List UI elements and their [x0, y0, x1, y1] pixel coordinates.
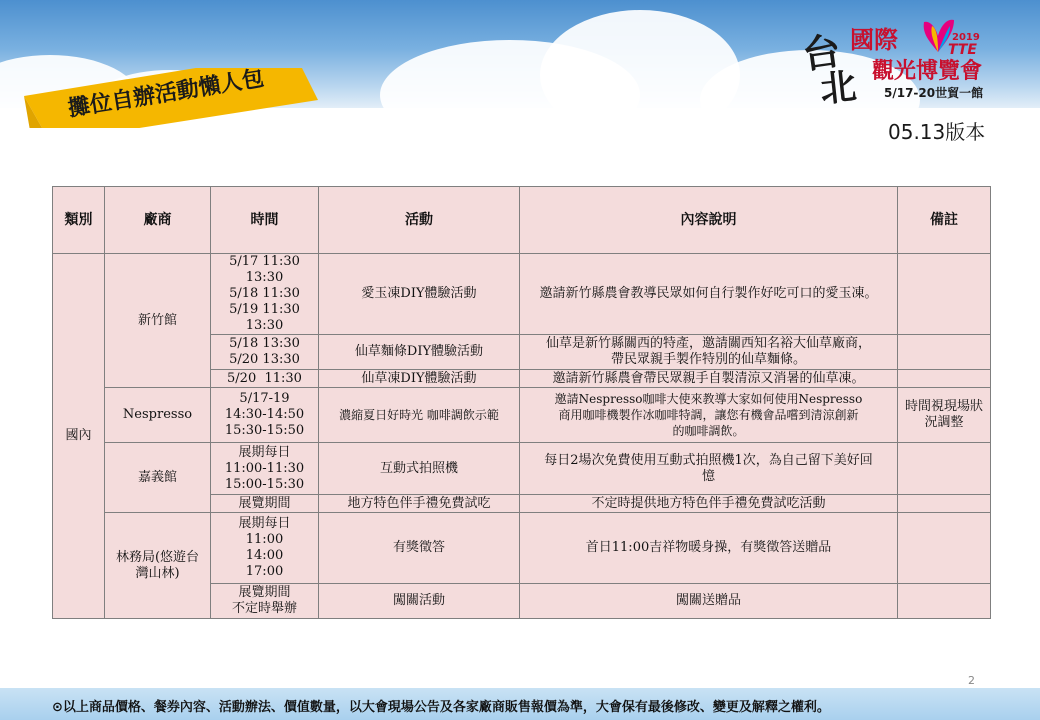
header-activity: 活動 [319, 187, 520, 254]
activity-cell: 濃縮夏日好時光 咖啡調飲示範 [319, 388, 520, 443]
remark-cell-empty [898, 254, 991, 335]
header-description: 內容說明 [520, 187, 898, 254]
header-vendor: 廠商 [105, 187, 211, 254]
time-cell: 5/20 11:30 [211, 370, 319, 388]
table-row [53, 388, 991, 443]
vendor-cell: 林務局(悠遊台 灣山林) [105, 513, 211, 619]
time-cell: 5/17 11:30 13:30 5/18 11:30 5/19 11:30 13:30 [211, 254, 319, 335]
logo-year: 2019 [952, 32, 980, 43]
header-time: 時間 [211, 187, 319, 254]
table-row [53, 254, 991, 335]
table-row [53, 443, 991, 495]
remark-cell-empty [898, 513, 991, 584]
activity-cell: 仙草凍DIY體驗活動 [319, 370, 520, 388]
logo-char-tai: 台 [799, 27, 844, 78]
remark-cell-empty [898, 443, 991, 495]
remark-cell-empty [898, 584, 991, 619]
vendor-cell: 嘉義館 [105, 443, 211, 513]
description-cell: 每日2場次免費使用互動式拍照機1次，為自己留下美好回 憶 [520, 443, 898, 495]
logo-char-bei: 北 [818, 65, 859, 111]
activity-cell: 愛玉凍DIY體驗活動 [319, 254, 520, 335]
time-cell: 展覽期間 不定時舉辦 [211, 584, 319, 619]
description-cell: 不定時提供地方特色伴手禮免費試吃活動 [520, 495, 898, 513]
logo-title-international: 國際 [850, 26, 898, 54]
description-cell: 闖關送贈品 [520, 584, 898, 619]
version-label: 05.13版本 [888, 120, 986, 144]
description-cell: 首日11:00吉祥物暖身操，有獎徵答送贈品 [520, 513, 898, 584]
remark-cell-empty [898, 370, 991, 388]
remark-cell-empty [898, 335, 991, 370]
description-cell: 邀請Nespresso咖啡大使來教導大家如何使用Nespresso 商用咖啡機製作冰咖啡特調，讓您有機會品嚐到清涼創新 的咖啡調飲。 [520, 388, 898, 443]
header-remark: 備註 [898, 187, 991, 254]
time-cell: 展覽期間 [211, 495, 319, 513]
vendor-cell: Nespresso [105, 388, 211, 443]
header-category: 類別 [53, 187, 105, 254]
footer-disclaimer: ⊙以上商品價格、餐券內容、活動辦法、價值數量，以大會現場公告及各家廠商販售報價為準，大會保有最後修改、變更及解釋之權利。 [52, 700, 830, 715]
category-cell: 國內 [53, 254, 105, 619]
activity-cell: 闖關活動 [319, 584, 520, 619]
remark-cell: 時間視現場狀況調整 [898, 388, 991, 443]
time-cell: 5/17-19 14:30-14:50 15:30-15:50 [211, 388, 319, 443]
vendor-cell: 新竹館 [105, 254, 211, 388]
activity-cell: 地方特色伴手禮免費試吃 [319, 495, 520, 513]
logo-brand: TTE [948, 42, 977, 58]
banner-title: 攤位自辦活動懶人包 [66, 66, 266, 122]
logo-dates: 5/17-20世貿一館 [884, 86, 984, 100]
description-cell: 仙草是新竹縣關西的特產，邀請關西知名裕大仙草廠商， 帶民眾親手製作特別的仙草麵條。 [520, 335, 898, 370]
activity-cell: 仙草麵條DIY體驗活動 [319, 335, 520, 370]
logo-title-expo: 觀光博覽會 [872, 59, 983, 84]
footer-bar [0, 688, 1040, 720]
remark-cell-empty [898, 495, 991, 513]
time-cell: 展期每日 11:00-11:30 15:00-15:30 [211, 443, 319, 495]
description-cell: 邀請新竹縣農會教導民眾如何自行製作好吃可口的愛玉凍。 [520, 254, 898, 335]
table-row [53, 513, 991, 584]
activity-cell: 互動式拍照機 [319, 443, 520, 495]
expo-logo [799, 14, 1032, 111]
time-cell: 5/18 13:30 5/20 13:30 [211, 335, 319, 370]
description-cell: 邀請新竹縣農會帶民眾親手自製清涼又消暑的仙草凍。 [520, 370, 898, 388]
table-header-row [53, 187, 991, 254]
activity-table [52, 186, 991, 619]
page-number: 2 [968, 674, 975, 687]
time-cell: 展期每日 11:00 14:00 17:00 [211, 513, 319, 584]
activity-cell: 有獎徵答 [319, 513, 520, 584]
